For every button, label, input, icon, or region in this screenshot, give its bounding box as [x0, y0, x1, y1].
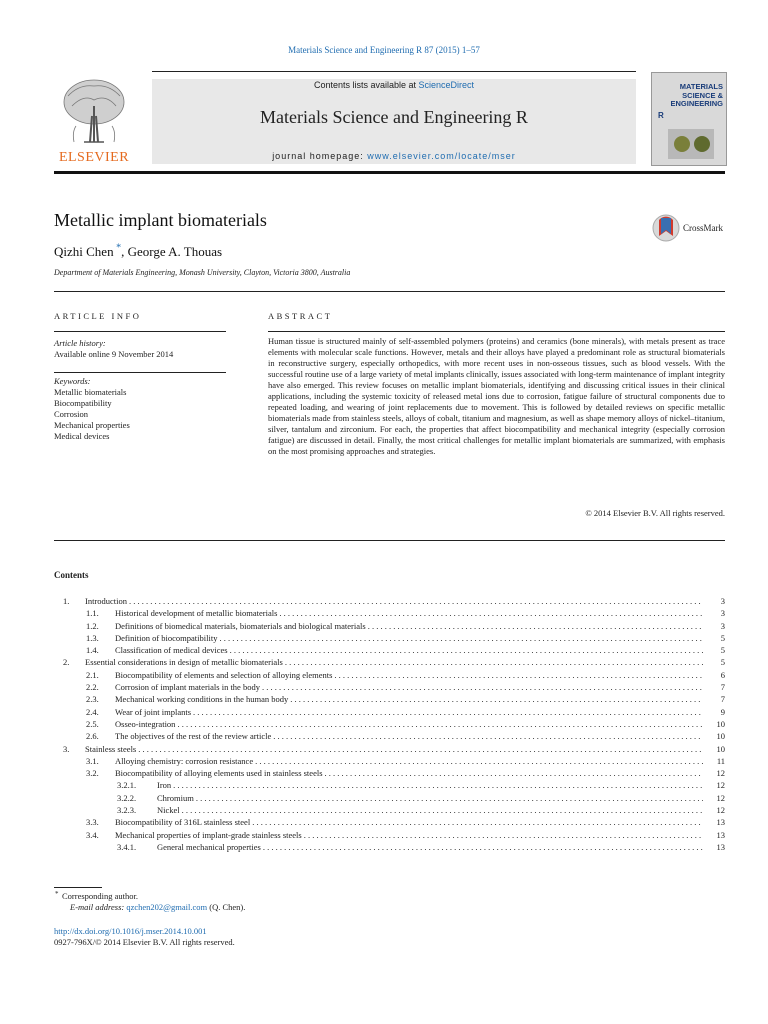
toc-leader-dots	[129, 595, 703, 607]
toc-entry-number: 2.5.	[86, 718, 99, 729]
elsevier-wordmark: ELSEVIER	[58, 150, 130, 165]
contents-prefix: Contents lists available at	[313, 80, 419, 90]
journal-homepage	[152, 151, 636, 161]
toc-entry-page[interactable]: 3	[720, 596, 725, 606]
elsevier-logo[interactable]	[54, 76, 134, 164]
toc-entry-title[interactable]: Definitions of biomedical materials, biomaterials and biological materials	[115, 620, 366, 631]
sciencedirect-link[interactable]: ScienceDirect	[418, 80, 475, 90]
toc-entry-page[interactable]: 9	[720, 706, 725, 717]
crossmark-icon	[652, 214, 680, 242]
toc-entry-title[interactable]: Mechanical properties of implant-grade stainless steels	[115, 829, 302, 840]
toc-leader-dots	[182, 804, 703, 816]
toc-entry-number: 3.2.	[86, 768, 99, 779]
toc-entry-page[interactable]: 7	[720, 682, 725, 693]
toc-entry-number: 2.3.	[86, 694, 99, 705]
keyword: Medical devices	[54, 431, 110, 441]
article-info-divider	[54, 331, 226, 332]
toc-entry-number: 1.2.	[86, 620, 99, 631]
toc-entry[interactable]	[54, 607, 725, 619]
toc-entry[interactable]	[54, 669, 725, 681]
toc-entry-page[interactable]: 10	[716, 718, 725, 729]
toc-entry[interactable]	[54, 755, 725, 767]
toc-entry-number: 3.	[63, 743, 70, 754]
toc-entry[interactable]	[54, 804, 725, 816]
toc-entry[interactable]	[54, 632, 725, 644]
toc-entry-page[interactable]: 12	[716, 780, 725, 791]
toc-entry-title[interactable]: Osseo-integration	[115, 718, 176, 729]
toc-entry-page[interactable]: 5	[720, 657, 725, 668]
keyword: Mechanical properties	[54, 420, 130, 430]
toc-entry-number: 3.2.1.	[117, 780, 137, 791]
history-label: Article history:	[54, 338, 106, 348]
email-link[interactable]: qzchen202@gmail.com	[126, 902, 208, 912]
email-label: E-mail address:	[70, 902, 127, 912]
keyword: Biocompatibility	[54, 398, 112, 408]
abstract-text: Human tissue is structured mainly of self-assembled polymers (proteins) and ceramics (bone minerals), with metals present as trace elements with molecular scale functions. However, metals and their alloys have played a predominant role as structural biomaterials in reconstructive surgery, especially orthopedics, with more recent uses in non-osseous tissues, such as blood vessels. With the successful routine use of a large variety of metal implants clinically, issues associated with long-term maintenance of implant integrity have also emerged. This review focuses on metallic implant biomaterials, identifying and discussing critical issues in their clinical applications, including the systemic toxicity of released metal ions due to corrosion, fatigue failure of structural components due to repeated loading, and wearing of joint replacements due to movement. This is followed by detailed reviews on specific metallic biomaterials made from stainless steels, alloys of cobalt, titanium and magnesium, as well as shape memory alloys of nickel–titanium, silver, tantalum and zirconium. For each, the properties that affect biocompatibility and mechanical integrity (especially corrosion fatigue) are discussed in detail. Finally, the most critical challenges for metallic implant biomaterials are summarized, with emphasis on the most promising approaches and strategies.	[268, 336, 725, 457]
toc-entry-page[interactable]: 10	[716, 743, 725, 754]
toc-entry-number: 2.1.	[86, 669, 99, 680]
toc-entry-number: 3.4.1.	[117, 841, 137, 852]
keywords-block	[54, 376, 130, 442]
toc-entry-title[interactable]: Alloying chemistry: corrosion resistance	[115, 755, 254, 766]
toc-entry-number: 2.2.	[86, 682, 99, 693]
toc-entry-page[interactable]: 3	[720, 620, 725, 631]
toc-leader-dots	[263, 841, 703, 853]
toc-entry-number: 2.	[63, 657, 70, 668]
toc-entry-title[interactable]: Wear of joint implants	[115, 706, 192, 717]
toc-entry-number: 2.6.	[86, 731, 99, 742]
toc-entry-page[interactable]: 13	[716, 841, 725, 852]
toc-entry-page[interactable]: 10	[716, 731, 725, 742]
abstract-divider	[268, 331, 725, 332]
toc-leader-dots	[230, 644, 703, 656]
keywords-divider	[54, 372, 226, 373]
toc-entry[interactable]	[54, 620, 725, 632]
toc-entry-number: 3.1.	[86, 755, 99, 766]
toc-entry-number: 1.	[63, 596, 70, 606]
issn-line: 0927-796X/© 2014 Elsevier B.V. All rights reserved.	[54, 937, 235, 947]
toc-entry-page[interactable]: 5	[720, 632, 725, 643]
toc-leader-dots	[334, 669, 703, 681]
toc-entry[interactable]	[54, 767, 725, 779]
cover-image	[668, 129, 714, 159]
toc-entry[interactable]	[54, 706, 725, 718]
toc-entry-title[interactable]: Definition of biocompatibility	[115, 632, 218, 643]
author-list	[54, 244, 222, 260]
toc-entry-page[interactable]: 3	[720, 608, 725, 619]
header-thick-divider	[54, 171, 725, 174]
toc-entry-title[interactable]: Introduction	[85, 596, 128, 606]
cover-series-letter: R	[658, 111, 664, 120]
toc-leader-dots	[279, 607, 703, 619]
toc-entry-title[interactable]: Chromium	[157, 792, 194, 803]
toc-entry[interactable]	[54, 816, 725, 828]
toc-entry-title[interactable]: Iron	[157, 780, 172, 791]
toc-entry-number: 1.4.	[86, 645, 99, 656]
toc-leader-dots	[219, 632, 703, 644]
corresponding-author-mark[interactable]: *	[113, 242, 122, 254]
toc-entry-title[interactable]: The objectives of the rest of the review article	[115, 731, 272, 742]
toc-entry-page[interactable]: 12	[716, 768, 725, 779]
article-title: Metallic implant biomaterials	[54, 210, 267, 230]
history-value: Available online 9 November 2014	[54, 349, 174, 359]
affiliation: Department of Materials Engineering, Monash University, Clayton, Victoria 3800, Australia	[54, 268, 351, 277]
contents-heading: Contents	[54, 570, 89, 580]
table-of-contents	[54, 595, 725, 853]
keyword: Metallic biomaterials	[54, 387, 127, 397]
crossmark-badge[interactable]	[652, 214, 742, 242]
crossmark-label: CrossMark	[683, 223, 723, 233]
journal-cover-thumbnail[interactable]	[651, 72, 727, 166]
toc-leader-dots	[252, 816, 703, 828]
journal-reference[interactable]: Materials Science and Engineering R 87 (2015) 1–57	[288, 45, 480, 55]
toc-entry[interactable]	[54, 743, 725, 755]
footnote-divider	[54, 887, 102, 888]
toc-entry[interactable]	[54, 681, 725, 693]
toc-leader-dots	[193, 706, 703, 718]
toc-leader-dots	[177, 718, 703, 730]
toc-entry-title[interactable]: Classification of medical devices	[115, 645, 228, 656]
toc-entry[interactable]	[54, 841, 725, 853]
toc-entry[interactable]	[54, 730, 725, 742]
toc-entry[interactable]	[54, 792, 725, 804]
toc-entry-number: 3.4.	[86, 829, 99, 840]
toc-entry-page[interactable]: 12	[716, 792, 725, 803]
section-divider	[54, 540, 725, 541]
toc-leader-dots	[255, 755, 703, 767]
toc-entry[interactable]	[54, 595, 725, 607]
toc-entry-page[interactable]: 13	[716, 817, 725, 828]
footnote	[55, 890, 246, 913]
toc-entry-title[interactable]: Biocompatibility of alloying elements used in stainless steels	[115, 768, 323, 779]
homepage-prefix: journal homepage:	[272, 151, 368, 161]
toc-entry-number: 3.3.	[86, 817, 99, 828]
email-suffix: (Q. Chen).	[207, 902, 246, 912]
corresponding-author-note: Corresponding author.	[62, 891, 139, 901]
toc-entry[interactable]	[54, 829, 725, 841]
homepage-link[interactable]: www.elsevier.com/locate/mser	[367, 151, 516, 161]
header-divider	[152, 71, 636, 72]
toc-entry-page[interactable]: 7	[720, 694, 725, 705]
toc-entry[interactable]	[54, 644, 725, 656]
toc-entry[interactable]	[54, 693, 725, 705]
toc-entry-number: 1.3.	[86, 632, 99, 643]
elsevier-tree-icon	[54, 76, 134, 150]
toc-entry-title[interactable]: Corrosion of implant materials in the body	[115, 682, 260, 693]
cover-title: MATERIALS SCIENCE & ENGINEERING	[670, 82, 723, 108]
contents-availability	[152, 80, 636, 90]
keywords-label: Keywords:	[54, 376, 91, 386]
author-name: Qizhi Chen	[54, 244, 114, 259]
toc-entry[interactable]	[54, 656, 725, 668]
toc-entry-page[interactable]: 6	[720, 669, 725, 680]
toc-entry-title[interactable]: Mechanical working conditions in the human body	[115, 694, 289, 705]
toc-entry-title[interactable]: Biocompatibility of 316L stainless steel	[115, 817, 251, 828]
article-info-heading: ARTICLE INFO	[54, 311, 142, 321]
toc-leader-dots	[262, 681, 703, 693]
toc-leader-dots	[368, 620, 703, 632]
doi-link[interactable]: http://dx.doi.org/10.1016/j.mser.2014.10.001	[54, 926, 207, 936]
toc-entry-title[interactable]: Biocompatibility of elements and selection of alloying elements	[115, 669, 333, 680]
section-divider	[54, 291, 725, 292]
footnote-mark: *	[55, 890, 59, 898]
toc-entry[interactable]	[54, 779, 725, 791]
journal-title: Materials Science and Engineering R	[260, 107, 528, 127]
toc-entry-number: 3.2.3.	[117, 805, 137, 816]
toc-entry-number: 1.1.	[86, 608, 99, 619]
toc-entry-page[interactable]: 12	[716, 805, 725, 816]
article-history	[54, 338, 173, 360]
abstract-heading: ABSTRACT	[268, 311, 333, 321]
copyright-notice: © 2014 Elsevier B.V. All rights reserved.	[585, 508, 725, 518]
toc-leader-dots	[285, 656, 703, 668]
toc-leader-dots	[304, 829, 703, 841]
author-separator: ,	[121, 244, 128, 259]
toc-leader-dots	[273, 730, 703, 742]
toc-entry-number: 2.4.	[86, 706, 99, 717]
toc-leader-dots	[325, 767, 703, 779]
toc-entry[interactable]	[54, 718, 725, 730]
toc-entry-page[interactable]: 11	[716, 755, 725, 766]
toc-leader-dots	[290, 693, 703, 705]
toc-entry-page[interactable]: 5	[720, 645, 725, 656]
toc-entry-title[interactable]: Nickel	[157, 805, 180, 816]
author-name: George A. Thouas	[127, 244, 223, 259]
toc-entry-page[interactable]: 13	[716, 829, 725, 840]
toc-entry-title[interactable]: Historical development of metallic biomaterials	[115, 608, 278, 619]
toc-entry-number: 3.2.2.	[117, 792, 137, 803]
toc-entry-title[interactable]: Stainless steels	[85, 743, 137, 754]
toc-entry-title[interactable]: General mechanical properties	[157, 841, 261, 852]
keyword: Corrosion	[54, 409, 88, 419]
toc-leader-dots	[196, 792, 703, 804]
toc-entry-title[interactable]: Essential considerations in design of metallic biomaterials	[85, 657, 283, 668]
toc-leader-dots	[138, 743, 703, 755]
toc-leader-dots	[173, 779, 703, 791]
